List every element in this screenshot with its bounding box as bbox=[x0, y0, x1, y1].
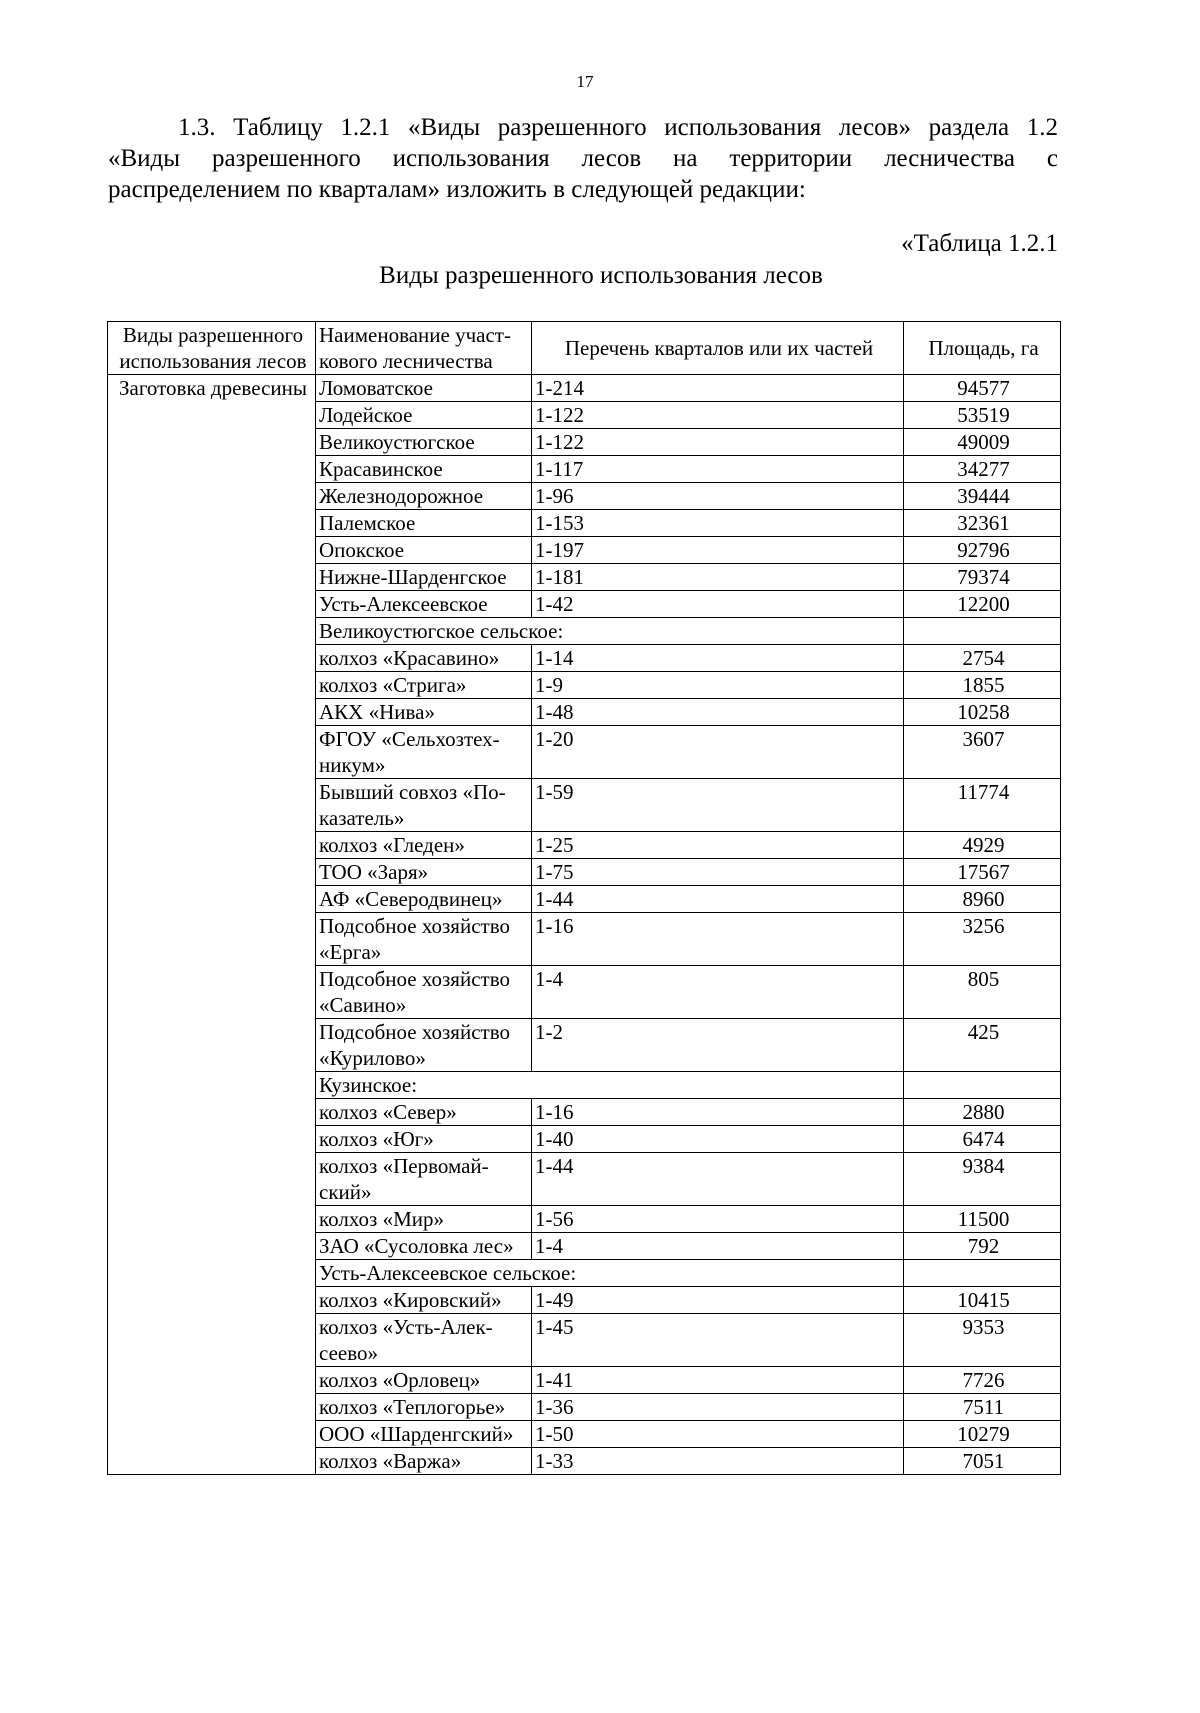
name-cell: Бывший совхоз «По- казатель» bbox=[316, 779, 532, 832]
quarters-cell: 1-48 bbox=[532, 699, 904, 726]
area-cell: 32361 bbox=[904, 510, 1061, 537]
intro-word: «Виды bbox=[408, 114, 481, 141]
name-cell: ЗАО «Сусоловка лес» bbox=[316, 1233, 532, 1260]
name-cell: колхоз «Варжа» bbox=[316, 1448, 532, 1475]
name-cell: колхоз «Север» bbox=[316, 1099, 532, 1126]
intro-word: с bbox=[1046, 145, 1058, 172]
intro-word: использования bbox=[664, 114, 822, 141]
area-cell: 10415 bbox=[904, 1287, 1061, 1314]
intro-line bbox=[108, 143, 1058, 174]
quarters-cell: 1-20 bbox=[532, 726, 904, 779]
area-cell: 6474 bbox=[904, 1126, 1061, 1153]
area-cell: 53519 bbox=[904, 402, 1061, 429]
name-cell: колхоз «Орловец» bbox=[316, 1367, 532, 1394]
name-cell: АФ «Северодвинец» bbox=[316, 886, 532, 913]
quarters-cell: 1-122 bbox=[532, 429, 904, 456]
forest-use-table bbox=[107, 321, 1061, 1475]
area-cell: 94577 bbox=[904, 375, 1061, 402]
name-cell: ООО «Шарденгский» bbox=[316, 1421, 532, 1448]
intro-word: территории bbox=[729, 145, 853, 172]
name-cell: Нижне-Шарденгское bbox=[316, 564, 532, 591]
name-cell: колхоз «Кировский» bbox=[316, 1287, 532, 1314]
intro-word: на bbox=[673, 145, 698, 172]
area-cell: 3607 bbox=[904, 726, 1061, 779]
name-cell: колхоз «Стрига» bbox=[316, 672, 532, 699]
quarters-cell: 1-75 bbox=[532, 859, 904, 886]
area-cell: 1855 bbox=[904, 672, 1061, 699]
name-cell: Великоустюгское bbox=[316, 429, 532, 456]
quarters-cell: 1-96 bbox=[532, 483, 904, 510]
area-cell: 9384 bbox=[904, 1153, 1061, 1206]
quarters-cell: 1-4 bbox=[532, 966, 904, 1019]
name-cell: колхоз «Усть-Алек- сеево» bbox=[316, 1314, 532, 1367]
area-cell: 7726 bbox=[904, 1367, 1061, 1394]
intro-word: 1.2 bbox=[1026, 114, 1058, 141]
area-cell: 2754 bbox=[904, 645, 1061, 672]
quarters-cell: 1-181 bbox=[532, 564, 904, 591]
header-area: Площадь, га bbox=[904, 322, 1061, 375]
table-header-row bbox=[108, 322, 1061, 375]
name-cell: Железнодорожное bbox=[316, 483, 532, 510]
name-cell: ТОО «Заря» bbox=[316, 859, 532, 886]
intro-line bbox=[108, 174, 1058, 205]
quarters-cell: 1-197 bbox=[532, 537, 904, 564]
area-cell bbox=[904, 1072, 1061, 1099]
area-cell: 49009 bbox=[904, 429, 1061, 456]
area-cell: 10279 bbox=[904, 1421, 1061, 1448]
quarters-cell: 1-25 bbox=[532, 832, 904, 859]
quarters-cell: 1-16 bbox=[532, 913, 904, 966]
kind-cell: Заготовка древесины bbox=[108, 375, 316, 1475]
quarters-cell: 1-45 bbox=[532, 1314, 904, 1367]
header-quarters: Перечень кварталов или их частей bbox=[532, 322, 904, 375]
name-cell: Красавинское bbox=[316, 456, 532, 483]
name-cell: АКХ «Нива» bbox=[316, 699, 532, 726]
intro-word: раздела bbox=[928, 114, 1010, 141]
intro-word: Таблицу bbox=[233, 114, 323, 141]
quarters-cell: 1-117 bbox=[532, 456, 904, 483]
area-cell: 4929 bbox=[904, 832, 1061, 859]
area-cell: 11500 bbox=[904, 1206, 1061, 1233]
name-cell: Опокское bbox=[316, 537, 532, 564]
intro-word: разрешенного bbox=[497, 114, 647, 141]
area-cell: 11774 bbox=[904, 779, 1061, 832]
header-kind: Виды разрешенного использования лесов bbox=[108, 322, 316, 375]
area-cell bbox=[904, 1260, 1061, 1287]
table-caption: Виды разрешенного использования лесов bbox=[379, 262, 823, 289]
group-label-cell: Усть-Алексеевское сельское: bbox=[316, 1260, 904, 1287]
intro-word: 1.3. bbox=[178, 114, 216, 141]
name-cell: колхоз «Гледен» bbox=[316, 832, 532, 859]
intro-word: лесничества bbox=[884, 145, 1015, 172]
name-cell: колхоз «Первомай- ский» bbox=[316, 1153, 532, 1206]
name-cell: колхоз «Юг» bbox=[316, 1126, 532, 1153]
area-cell: 7511 bbox=[904, 1394, 1061, 1421]
intro-word: разрешенного bbox=[211, 145, 361, 172]
table-row bbox=[108, 375, 1061, 402]
area-cell: 17567 bbox=[904, 859, 1061, 886]
quarters-cell: 1-16 bbox=[532, 1099, 904, 1126]
quarters-cell: 1-56 bbox=[532, 1206, 904, 1233]
intro-word: 1.2.1 bbox=[340, 114, 391, 141]
area-cell: 92796 bbox=[904, 537, 1061, 564]
name-cell: Лодейское bbox=[316, 402, 532, 429]
quarters-cell: 1-59 bbox=[532, 779, 904, 832]
area-cell: 792 bbox=[904, 1233, 1061, 1260]
area-cell: 79374 bbox=[904, 564, 1061, 591]
quarters-cell: 1-50 bbox=[532, 1421, 904, 1448]
table-reference: «Таблица 1.2.1 bbox=[901, 230, 1058, 257]
quarters-cell: 1-122 bbox=[532, 402, 904, 429]
area-cell: 9353 bbox=[904, 1314, 1061, 1367]
intro-word: лесов» bbox=[838, 114, 911, 141]
name-cell: Палемское bbox=[316, 510, 532, 537]
name-cell: ФГОУ «Сельхозтех- никум» bbox=[316, 726, 532, 779]
quarters-cell: 1-44 bbox=[532, 1153, 904, 1206]
quarters-cell: 1-9 bbox=[532, 672, 904, 699]
quarters-cell: 1-44 bbox=[532, 886, 904, 913]
quarters-cell: 1-4 bbox=[532, 1233, 904, 1260]
intro-word: лесов bbox=[581, 145, 642, 172]
intro-word: распределением по кварталам» изложить в следующей редакции: bbox=[108, 176, 806, 203]
name-cell: колхоз «Красавино» bbox=[316, 645, 532, 672]
quarters-cell: 1-153 bbox=[532, 510, 904, 537]
intro-word: использования bbox=[392, 145, 550, 172]
area-cell: 805 bbox=[904, 966, 1061, 1019]
quarters-cell: 1-40 bbox=[532, 1126, 904, 1153]
name-cell: Подсобное хозяйство «Савино» bbox=[316, 966, 532, 1019]
area-cell: 3256 bbox=[904, 913, 1061, 966]
quarters-cell: 1-36 bbox=[532, 1394, 904, 1421]
quarters-cell: 1-33 bbox=[532, 1448, 904, 1475]
quarters-cell: 1-49 bbox=[532, 1287, 904, 1314]
name-cell: Подсобное хозяйство «Курилово» bbox=[316, 1019, 532, 1072]
quarters-cell: 1-41 bbox=[532, 1367, 904, 1394]
name-cell: колхоз «Теплогорье» bbox=[316, 1394, 532, 1421]
intro-line bbox=[108, 112, 1058, 143]
area-cell: 39444 bbox=[904, 483, 1061, 510]
page-number: 17 bbox=[576, 72, 594, 91]
area-cell: 7051 bbox=[904, 1448, 1061, 1475]
quarters-cell: 1-2 bbox=[532, 1019, 904, 1072]
quarters-cell: 1-214 bbox=[532, 375, 904, 402]
intro-word: «Виды bbox=[108, 145, 181, 172]
area-cell: 34277 bbox=[904, 456, 1061, 483]
area-cell: 8960 bbox=[904, 886, 1061, 913]
area-cell: 2880 bbox=[904, 1099, 1061, 1126]
group-label-cell: Кузинское: bbox=[316, 1072, 904, 1099]
name-cell: Усть-Алексеевское bbox=[316, 591, 532, 618]
quarters-cell: 1-42 bbox=[532, 591, 904, 618]
name-cell: Подсобное хозяйство «Ерга» bbox=[316, 913, 532, 966]
header-name: Наименование участ- кового лесничества bbox=[316, 322, 532, 375]
quarters-cell: 1-14 bbox=[532, 645, 904, 672]
area-cell: 425 bbox=[904, 1019, 1061, 1072]
group-label-cell: Великоустюгское сельское: bbox=[316, 618, 904, 645]
area-cell bbox=[904, 618, 1061, 645]
name-cell: Ломоватское bbox=[316, 375, 532, 402]
name-cell: колхоз «Мир» bbox=[316, 1206, 532, 1233]
area-cell: 10258 bbox=[904, 699, 1061, 726]
area-cell: 12200 bbox=[904, 591, 1061, 618]
table-body bbox=[108, 375, 1061, 1475]
intro-paragraph bbox=[108, 112, 1058, 205]
